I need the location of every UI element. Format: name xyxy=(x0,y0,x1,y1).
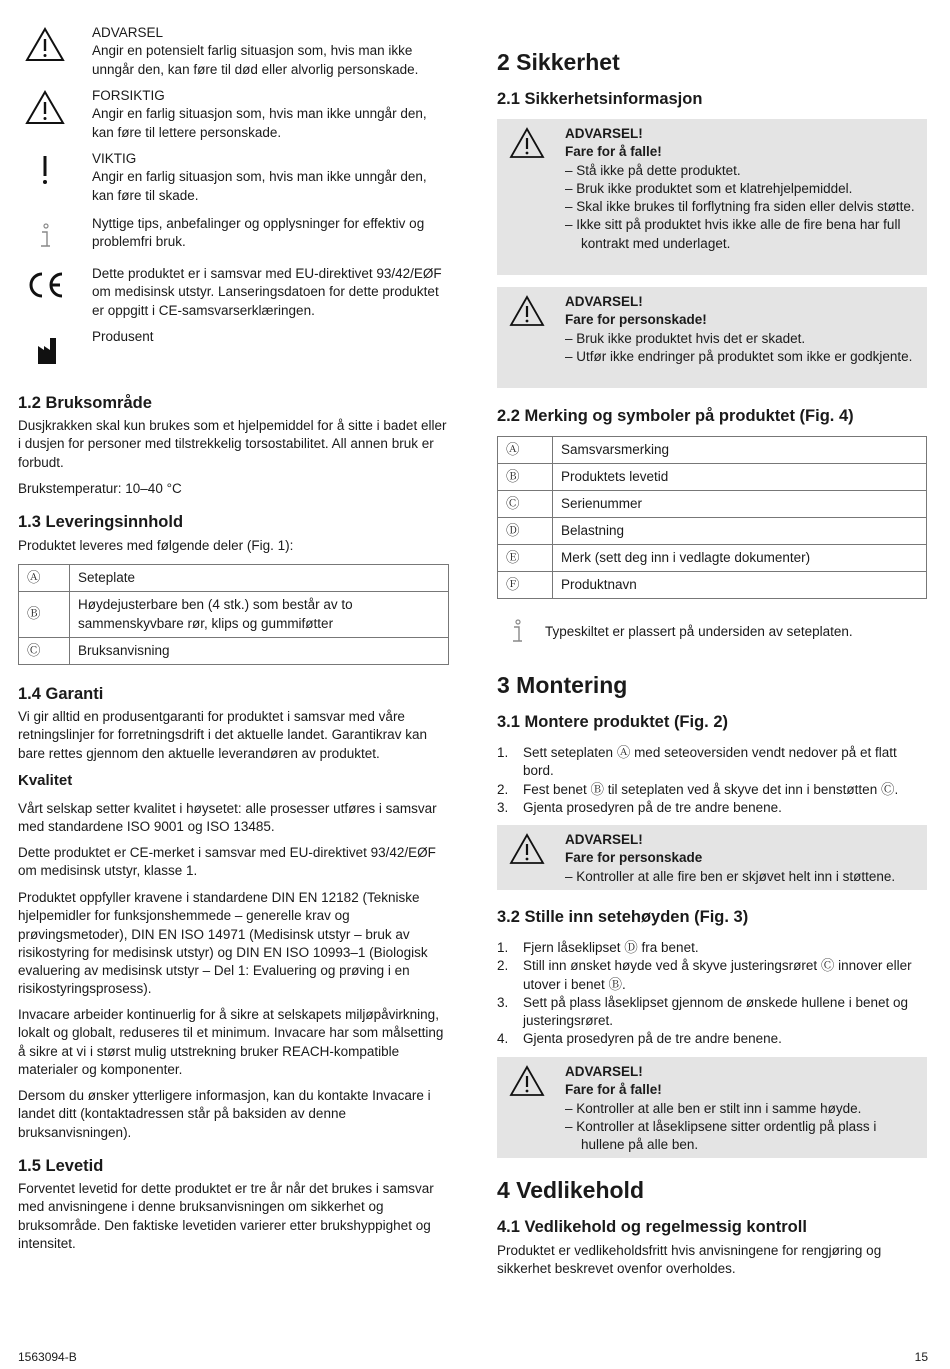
table-value: Merk (sett deg inn i vedlagte dokumenter) xyxy=(553,545,927,572)
table-row xyxy=(498,518,927,545)
table-value: Samsvarsmerking xyxy=(553,437,927,464)
paragraph: Brukstemperatur: 10–40 °C xyxy=(18,481,182,496)
list-item: 3. Sett på plass låseklipset gjennom de ønskede hullene i benet og justeringsrøret. xyxy=(497,994,909,1029)
symbol-desc: Angir en farlig situasjon som, hvis man ikke unngår den, kan føre til lettere personskade. xyxy=(92,106,427,140)
table-key: Ⓒ xyxy=(19,638,70,665)
chapter-heading-4: 4 Vedlikehold xyxy=(497,1177,644,1203)
table-key: Ⓔ xyxy=(498,545,553,572)
table-key: Ⓓ xyxy=(498,518,553,545)
section-heading-1-5: 1.5 Levetid xyxy=(18,1157,104,1175)
section-heading-3-1: 3.1 Montere produktet (Fig. 2) xyxy=(497,713,729,731)
symbol-title: FORSIKTIG xyxy=(92,88,165,103)
section-heading-1-2: 1.2 Bruksområde xyxy=(18,394,152,412)
table-value: Bruksanvisning xyxy=(70,638,449,665)
paragraph: Dette produktet er CE-merket i samsvar med EU-direktivet 93/42/EØF om medisinsk utstyr, klasse 1. xyxy=(18,845,436,879)
table-row xyxy=(498,491,927,518)
warning-item: – Kontroller at låseklipsene sitter ordentlig på plass i hullene på alle ben. xyxy=(565,1118,877,1153)
warning-title: ADVARSEL! xyxy=(565,294,643,309)
table-key: Ⓕ xyxy=(498,572,553,599)
table-value: Belastning xyxy=(553,518,927,545)
warning-box xyxy=(497,1057,927,1158)
table-value: Produktnavn xyxy=(553,572,927,599)
table-key: Ⓐ xyxy=(498,437,553,464)
note-text: Typeskiltet er plassert på undersiden av seteplaten. xyxy=(545,624,853,639)
warning-item: – Bruk ikke produktet hvis det er skadet. xyxy=(565,330,806,346)
warning-title: ADVARSEL! xyxy=(565,1064,643,1079)
chapter-heading-2: 2 Sikkerhet xyxy=(497,49,620,75)
paragraph: Invacare arbeider kontinuerlig for å sikre at selskapets miljøpåvirkning, lokalt og globalt, reduseres til et minimum. Invacare har som målsetting å sikre at vi i størst mulig utstrekning bruker REACH-kompatible materialer og komponenter. xyxy=(18,1007,444,1077)
table-row xyxy=(19,638,449,665)
page-number: 15 xyxy=(914,1350,928,1364)
manufacturer-icon xyxy=(24,328,66,368)
warning-subtitle: Fare for å falle! xyxy=(565,1082,662,1098)
warning-item: – Kontroller at alle fire ben er skjøvet helt inn i støttene. xyxy=(565,868,896,884)
warning-title: ADVARSEL! xyxy=(565,126,643,141)
warning-item: – Ikke sitt på produktet hvis ikke alle de fire bena har full kontrakt med underlaget. xyxy=(565,217,901,251)
list-item: 4. Gjenta prosedyren på de tre andre benene. xyxy=(497,1031,782,1047)
table-value: Serienummer xyxy=(553,491,927,518)
list-item: 2. Still inn ønsket høyde ved å skyve justeringsrøret Ⓒ innover eller utover i benet Ⓑ. xyxy=(497,958,912,992)
warning-title: ADVARSEL! xyxy=(565,832,643,847)
section-heading-2-2: 2.2 Merking og symboler på produktet (Fig. 4) xyxy=(497,407,854,425)
warning-triangle-icon xyxy=(509,127,545,159)
warning-item: – Bruk ikke produktet som et klatrehjelpemiddel. xyxy=(565,180,853,196)
paragraph: Produktet leveres med følgende deler (Fig. 1): xyxy=(18,538,294,553)
warning-triangle-icon xyxy=(509,833,545,865)
symbol-desc: Angir en farlig situasjon som, hvis man ikke unngår den, kan føre til skade. xyxy=(92,169,427,203)
subheading-kvalitet: Kvalitet xyxy=(18,772,73,789)
warning-triangle-icon xyxy=(24,24,66,64)
table-row xyxy=(498,545,927,572)
section-heading-4-1: 4.1 Vedlikehold og regelmessig kontroll xyxy=(497,1218,807,1236)
warning-triangle-icon xyxy=(509,295,545,327)
paragraph: Forventet levetid for dette produktet er tre år når det brukes i samsvar med anvisningene i denne bruksanvisningen om sikkerhet og bruksområde. Den faktiske levetiden varierer etter brukshyppighet og intensitet. xyxy=(18,1181,434,1251)
table-key: Ⓑ xyxy=(19,592,70,638)
paragraph: Produktet oppfyller kravene i standardene DIN EN 12182 (Tekniske hjelpemidler for funksjonshemmede – generelle krav og prøvingsmetoder), DIN EN ISO 14971 (Medisinsk utstyr – bruk av risikostyring for medisinsk utstyr) og DIN EN ISO 10993–1 (Biologisk evaluering av medisinsk utstyr – Del 1: Evaluering og prøving i en risikostyringsprosess). xyxy=(18,890,428,997)
table-value: Produktets levetid xyxy=(553,464,927,491)
symbol-desc: Produsent xyxy=(92,329,154,344)
warning-item: – Utfør ikke endringer på produktet som ikke er godkjente. xyxy=(565,348,913,364)
table-value: Høydejusterbare ben (4 stk.) som består av to sammenskyvbare rør, klips og gummiføtter xyxy=(70,592,449,638)
section-heading-3-2: 3.2 Stille inn setehøyden (Fig. 3) xyxy=(497,908,749,926)
table-key: Ⓒ xyxy=(498,491,553,518)
ce-mark-icon xyxy=(24,265,66,305)
info-icon xyxy=(505,617,529,645)
symbol-desc: Nyttige tips, anbefalinger og opplysninger for effektiv og problemfri bruk. xyxy=(92,216,425,250)
document-number: 1563094-B xyxy=(18,1350,77,1364)
info-icon xyxy=(24,215,66,255)
table-row xyxy=(19,592,449,638)
delivery-table xyxy=(18,564,449,665)
warning-subtitle: Fare for personskade xyxy=(565,850,703,866)
list-item: 2. Fest benet Ⓑ til seteplaten ved å skyve det inn i benstøtten Ⓒ. xyxy=(497,781,899,797)
table-value: Seteplate xyxy=(70,565,449,592)
table-key: Ⓑ xyxy=(498,464,553,491)
paragraph: Vi gir alltid en produsentgaranti for produktet i samsvar med våre retningslinjer for forretningsdrift i det aktuelle landet. Garantikrav kan bare rettes gjennom den aktuelle leverandøren av produktet. xyxy=(18,709,427,761)
warning-item: – Stå ikke på dette produktet. xyxy=(565,162,741,178)
product-symbols-table xyxy=(497,436,927,599)
table-row xyxy=(498,437,927,464)
warning-triangle-icon xyxy=(509,1065,545,1097)
warning-box xyxy=(497,825,927,890)
paragraph: Dusjkrakken skal kun brukes som et hjelpemiddel for å sitte i badet eller i dusjen for personer med tilstrekkelig torsostabilitet. All annen bruk er forbudt. xyxy=(18,418,447,470)
section-heading-2-1: 2.1 Sikkerhetsinformasjon xyxy=(497,90,703,108)
symbol-desc: Angir en potensielt farlig situasjon som, hvis man ikke unngår den, kan føre til død eller alvorlig personskade. xyxy=(92,43,419,77)
symbol-title: ADVARSEL xyxy=(92,25,164,40)
table-row xyxy=(498,464,927,491)
steps-list xyxy=(497,939,927,1049)
section-heading-1-3: 1.3 Leveringsinnhold xyxy=(18,513,184,531)
paragraph: Dersom du ønsker ytterligere informasjon, kan du kontakte Invacare i landet ditt (kontaktadressen står på baksiden av denne bruksanvisningen). xyxy=(18,1088,431,1140)
warning-subtitle: Fare for å falle! xyxy=(565,144,662,160)
warning-item: – Kontroller at alle ben er stilt inn i samme høyde. xyxy=(565,1100,862,1116)
chapter-heading-3: 3 Montering xyxy=(497,672,628,698)
list-item: 1. Fjern låseklipset Ⓓ fra benet. xyxy=(497,940,699,955)
symbol-desc: Dette produktet er i samsvar med EU-direktivet 93/42/EØF om medisinsk utstyr. Lanseringsdatoen for dette produktet er oppgitt i CE-samsvarserklæringen. xyxy=(92,266,442,318)
exclamation-icon xyxy=(24,150,66,190)
table-row xyxy=(19,565,449,592)
list-item: 3. Gjenta prosedyren på de tre andre benene. xyxy=(497,799,782,815)
warning-box xyxy=(497,119,927,275)
section-heading-1-4: 1.4 Garanti xyxy=(18,685,104,703)
warning-subtitle: Fare for personskade! xyxy=(565,312,707,328)
table-key: Ⓐ xyxy=(19,565,70,592)
warning-item: – Skal ikke brukes til forflytning fra siden eller delvis støtte. xyxy=(565,199,915,215)
steps-list xyxy=(497,744,927,817)
paragraph: Produktet er vedlikeholdsfritt hvis anvisningene for rengjøring og sikkerhet beskrevet ovenfor overholdes. xyxy=(497,1243,882,1277)
warning-box xyxy=(497,287,927,388)
table-row xyxy=(498,572,927,599)
symbol-title: VIKTIG xyxy=(92,151,137,166)
warning-triangle-icon xyxy=(24,87,66,127)
list-item: 1. Sett seteplaten Ⓐ med seteoversiden vendt nedover på et flatt bord. xyxy=(497,745,897,779)
paragraph: Vårt selskap setter kvalitet i høysetet: alle prosesser utføres i samsvar med standardene ISO 9001 og ISO 13485. xyxy=(18,801,437,835)
